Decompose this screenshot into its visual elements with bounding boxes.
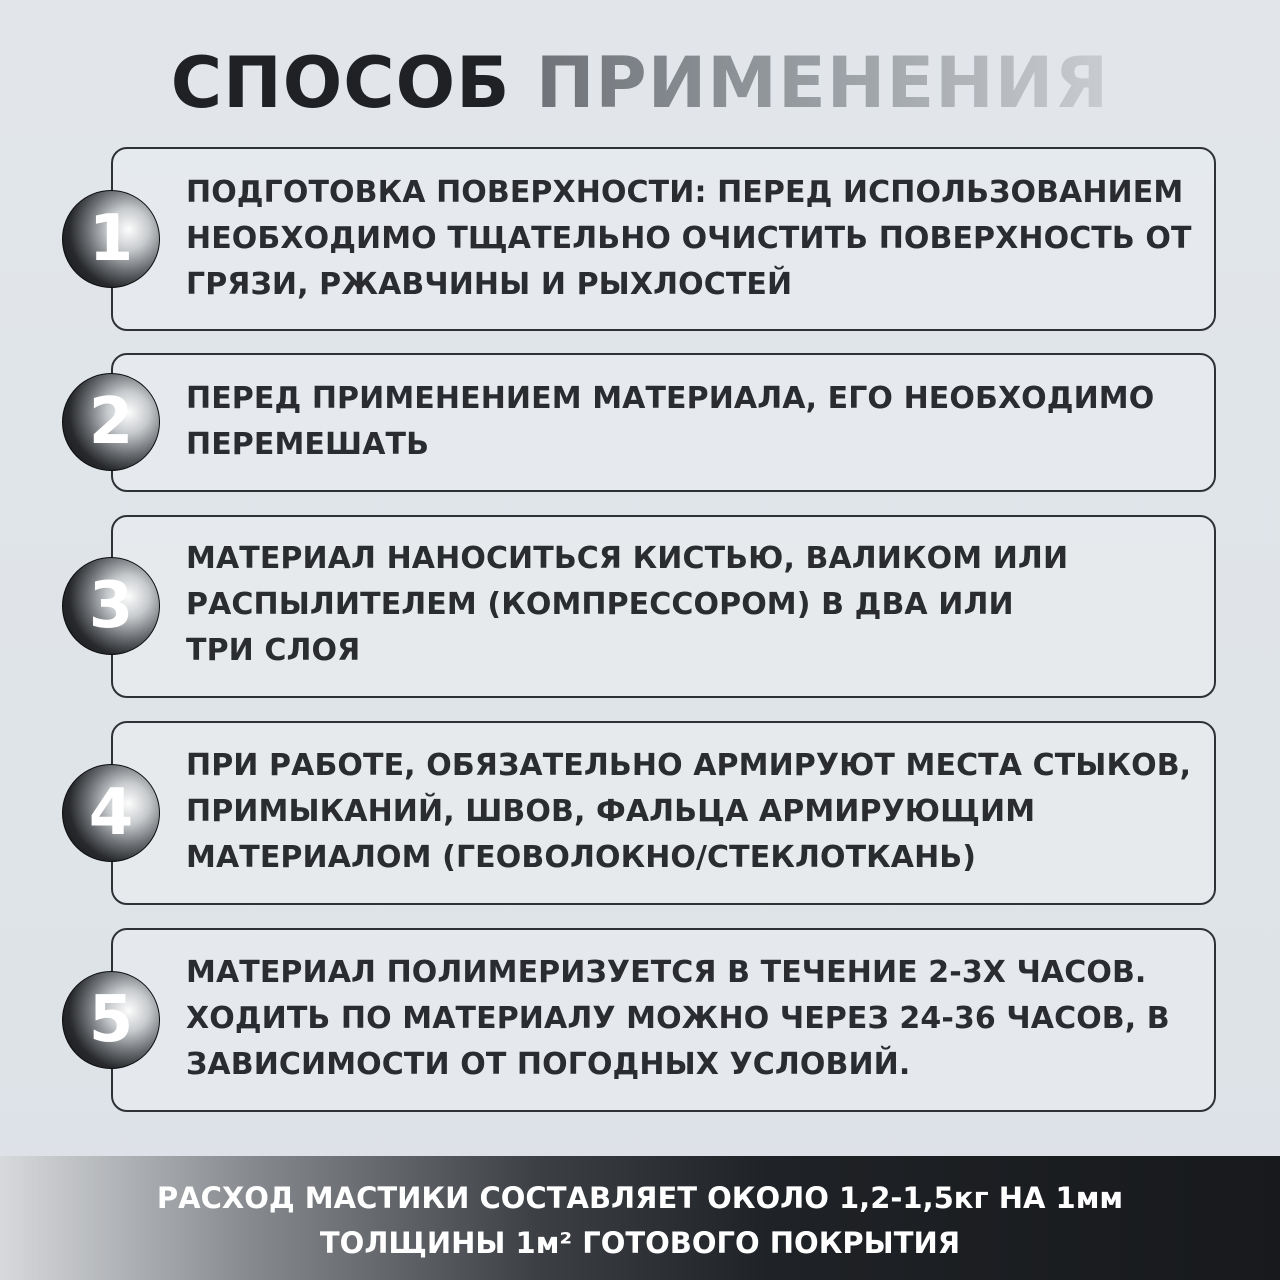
step-text: ПОДГОТОВКА ПОВЕРХНОСТИ: ПЕРЕД ИСПОЛЬЗОВАНИЕМ НЕОБХОДИМО ТЩАТЕЛЬНО ОЧИСТИТЬ ПОВЕРХНОСТЬ ОТ ГРЯЗИ, РЖАВЧИНЫ И РЫХЛОСТЕЙ [186, 175, 1192, 302]
step-number-badge: 4 [62, 764, 160, 862]
title-word-1: СПОСОБ [170, 42, 511, 124]
footer-line-1: РАСХОД МАСТИКИ СОСТАВЛЯЕТ ОКОЛО 1,2-1,5кг НА 1мм [156, 1181, 1124, 1215]
step-number-badge: 5 [62, 971, 160, 1069]
page-title [0, 38, 1280, 128]
step-1 [0, 147, 1280, 331]
step-5 [0, 928, 1280, 1112]
step-number-badge: 3 [62, 557, 160, 655]
step-text: МАТЕРИАЛ НАНОСИТЬСЯ КИСТЬЮ, ВАЛИКОМ ИЛИ РАСПЫЛИТЕЛЕМ (КОМПРЕССОРОМ) В ДВА ИЛИ ТРИ СЛОЯ [186, 541, 1069, 668]
step-3 [0, 515, 1280, 698]
step-number-badge: 1 [62, 190, 160, 288]
step-number-badge: 2 [62, 373, 160, 471]
consumption-footer [0, 1156, 1280, 1280]
step-text: ПРИ РАБОТЕ, ОБЯЗАТЕЛЬНО АРМИРУЮТ МЕСТА СТЫКОВ, ПРИМЫКАНИЙ, ШВОВ, ФАЛЬЦА АРМИРУЮЩИМ МАТЕРИАЛОМ (ГЕОВОЛОКНО/СТЕКЛОТКАНЬ) [186, 748, 1192, 875]
title-word-2: ПРИМЕНЕНИЯ [535, 42, 1110, 124]
step-4 [0, 721, 1280, 905]
step-2 [0, 353, 1280, 492]
footer-line-2: ТОЛЩИНЫ 1м² ГОТОВОГО ПОКРЫТИЯ [319, 1226, 961, 1260]
step-text: ПЕРЕД ПРИМЕНЕНИЕМ МАТЕРИАЛА, ЕГО НЕОБХОДИМО ПЕРЕМЕШАТЬ [186, 381, 1155, 462]
step-text: МАТЕРИАЛ ПОЛИМЕРИЗУЕТСЯ В ТЕЧЕНИЕ 2-3Х ЧАСОВ. ХОДИТЬ ПО МАТЕРИАЛУ МОЖНО ЧЕРЕЗ 24-36 ЧАСОВ, В ЗАВИСИМОСТИ ОТ ПОГОДНЫХ УСЛОВИЙ. [186, 955, 1170, 1082]
